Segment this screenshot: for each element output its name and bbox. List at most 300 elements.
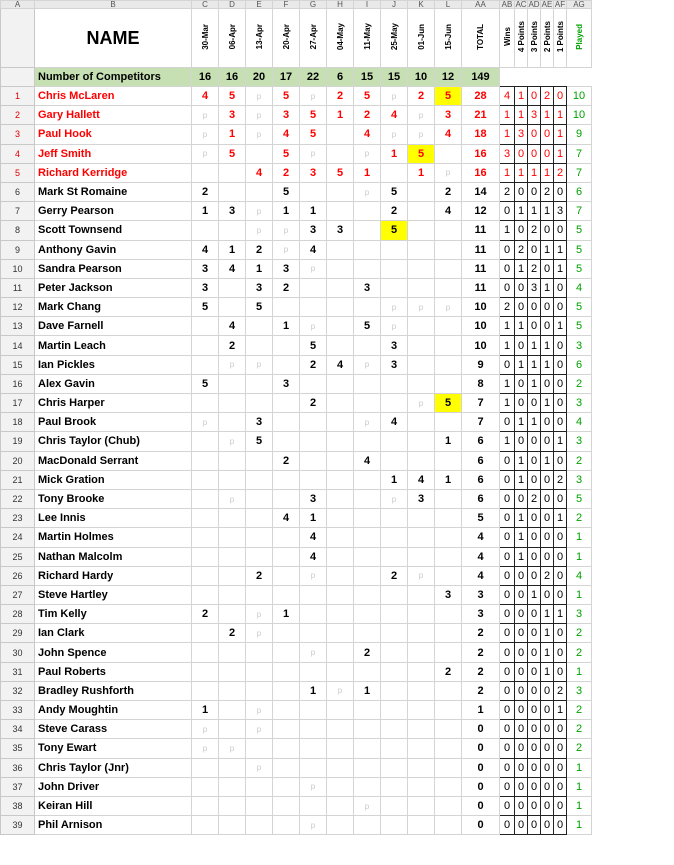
score-cell[interactable] bbox=[300, 662, 327, 681]
score-cell[interactable]: 1 bbox=[435, 432, 462, 451]
score-cell[interactable] bbox=[273, 585, 300, 604]
played-cell[interactable]: 3 bbox=[567, 470, 592, 489]
name-header[interactable]: NAME bbox=[35, 9, 192, 68]
score-cell[interactable]: 2 bbox=[435, 182, 462, 201]
played-cell[interactable]: 5 bbox=[567, 317, 592, 336]
score-cell[interactable] bbox=[300, 298, 327, 317]
stat-cell[interactable]: 0 bbox=[541, 221, 554, 240]
played-cell[interactable]: 1 bbox=[567, 585, 592, 604]
score-cell[interactable]: 2 bbox=[381, 202, 408, 221]
score-cell[interactable]: 3 bbox=[273, 106, 300, 125]
score-cell[interactable]: 3 bbox=[300, 163, 327, 182]
date-header[interactable] bbox=[192, 9, 219, 68]
score-cell[interactable]: p bbox=[300, 317, 327, 336]
score-cell[interactable] bbox=[381, 278, 408, 297]
total-cell[interactable]: 3 bbox=[462, 605, 500, 624]
competitor-total[interactable]: 149 bbox=[462, 68, 500, 87]
stat-cell[interactable]: 0 bbox=[528, 701, 541, 720]
stat-cell[interactable]: 0 bbox=[500, 509, 515, 528]
stat-cell[interactable]: 0 bbox=[554, 796, 567, 815]
score-cell[interactable] bbox=[354, 394, 381, 413]
score-cell[interactable] bbox=[246, 317, 273, 336]
score-cell[interactable]: 1 bbox=[219, 125, 246, 144]
score-cell[interactable]: 1 bbox=[273, 605, 300, 624]
score-cell[interactable] bbox=[300, 758, 327, 777]
score-cell[interactable] bbox=[381, 758, 408, 777]
score-cell[interactable]: 1 bbox=[354, 681, 381, 700]
score-cell[interactable]: 1 bbox=[327, 106, 354, 125]
stat-cell[interactable]: 0 bbox=[515, 777, 528, 796]
score-cell[interactable]: p bbox=[300, 259, 327, 278]
score-cell[interactable] bbox=[219, 816, 246, 835]
stat-cell[interactable]: 1 bbox=[515, 259, 528, 278]
player-name[interactable]: Lee Innis bbox=[35, 509, 192, 528]
score-cell[interactable]: p bbox=[354, 355, 381, 374]
score-cell[interactable] bbox=[192, 394, 219, 413]
score-cell[interactable]: p bbox=[192, 739, 219, 758]
score-cell[interactable] bbox=[219, 394, 246, 413]
score-cell[interactable] bbox=[273, 489, 300, 508]
score-cell[interactable]: 3 bbox=[219, 202, 246, 221]
score-cell[interactable] bbox=[408, 624, 435, 643]
score-cell[interactable] bbox=[408, 777, 435, 796]
stat-cell[interactable]: 0 bbox=[500, 816, 515, 835]
stat-cell[interactable]: 1 bbox=[554, 432, 567, 451]
column-letter[interactable]: A bbox=[1, 1, 35, 9]
score-cell[interactable] bbox=[354, 585, 381, 604]
score-cell[interactable] bbox=[273, 643, 300, 662]
score-cell[interactable]: p bbox=[354, 796, 381, 815]
stat-cell[interactable]: 2 bbox=[554, 681, 567, 700]
stat-cell[interactable]: 0 bbox=[500, 777, 515, 796]
score-cell[interactable] bbox=[408, 432, 435, 451]
score-cell[interactable] bbox=[273, 624, 300, 643]
score-cell[interactable]: p bbox=[354, 413, 381, 432]
stat-cell[interactable]: 0 bbox=[515, 336, 528, 355]
stat-cell[interactable]: 0 bbox=[554, 489, 567, 508]
score-cell[interactable]: 2 bbox=[300, 394, 327, 413]
player-name[interactable]: Mark St Romaine bbox=[35, 182, 192, 201]
score-cell[interactable] bbox=[246, 528, 273, 547]
score-cell[interactable] bbox=[327, 816, 354, 835]
score-cell[interactable] bbox=[354, 298, 381, 317]
stat-cell[interactable]: 1 bbox=[515, 317, 528, 336]
score-cell[interactable] bbox=[192, 777, 219, 796]
stat-cell[interactable]: 1 bbox=[500, 394, 515, 413]
stat-cell[interactable]: 0 bbox=[515, 739, 528, 758]
stat-cell[interactable]: 0 bbox=[528, 720, 541, 739]
score-cell[interactable] bbox=[219, 451, 246, 470]
stat-cell[interactable]: 1 bbox=[541, 624, 554, 643]
stat-cell[interactable]: 0 bbox=[500, 739, 515, 758]
score-cell[interactable] bbox=[381, 259, 408, 278]
score-cell[interactable]: 2 bbox=[381, 566, 408, 585]
total-cell[interactable]: 0 bbox=[462, 739, 500, 758]
total-cell[interactable]: 1 bbox=[462, 701, 500, 720]
score-cell[interactable] bbox=[381, 643, 408, 662]
score-cell[interactable] bbox=[435, 758, 462, 777]
total-cell[interactable]: 11 bbox=[462, 240, 500, 259]
stat-cell[interactable]: 0 bbox=[554, 355, 567, 374]
stat-cell[interactable]: 0 bbox=[515, 605, 528, 624]
score-cell[interactable]: 1 bbox=[300, 202, 327, 221]
player-name[interactable]: Scott Townsend bbox=[35, 221, 192, 240]
score-cell[interactable] bbox=[219, 701, 246, 720]
stat-cell[interactable]: 0 bbox=[528, 528, 541, 547]
stat-cell[interactable]: 0 bbox=[515, 758, 528, 777]
score-cell[interactable]: p bbox=[192, 720, 219, 739]
score-cell[interactable] bbox=[219, 758, 246, 777]
score-cell[interactable]: p bbox=[219, 355, 246, 374]
stat-cell[interactable]: 0 bbox=[528, 125, 541, 144]
stat-cell[interactable]: 0 bbox=[528, 681, 541, 700]
score-cell[interactable] bbox=[435, 221, 462, 240]
stat-cell[interactable]: 1 bbox=[528, 336, 541, 355]
score-cell[interactable] bbox=[219, 796, 246, 815]
player-name[interactable]: Alex Gavin bbox=[35, 374, 192, 393]
stat-cell[interactable]: 3 bbox=[515, 125, 528, 144]
score-cell[interactable] bbox=[192, 432, 219, 451]
score-cell[interactable] bbox=[327, 643, 354, 662]
stat-cell[interactable]: 0 bbox=[554, 777, 567, 796]
row-number[interactable]: 1 bbox=[1, 87, 35, 106]
score-cell[interactable] bbox=[192, 547, 219, 566]
score-cell[interactable]: 5 bbox=[435, 394, 462, 413]
player-name[interactable]: Mick Gration bbox=[35, 470, 192, 489]
stat-cell[interactable]: 0 bbox=[554, 182, 567, 201]
score-cell[interactable]: p bbox=[435, 298, 462, 317]
stat-cell[interactable]: 1 bbox=[541, 662, 554, 681]
score-cell[interactable] bbox=[381, 662, 408, 681]
row-number[interactable]: 7 bbox=[1, 202, 35, 221]
score-cell[interactable]: 2 bbox=[246, 240, 273, 259]
stat-cell[interactable]: 1 bbox=[515, 547, 528, 566]
score-cell[interactable] bbox=[327, 585, 354, 604]
score-cell[interactable] bbox=[327, 758, 354, 777]
score-cell[interactable]: 5 bbox=[192, 298, 219, 317]
stat-cell[interactable]: 2 bbox=[528, 221, 541, 240]
stat-cell[interactable]: 0 bbox=[515, 566, 528, 585]
score-cell[interactable] bbox=[408, 202, 435, 221]
score-cell[interactable]: p bbox=[408, 394, 435, 413]
score-cell[interactable]: 4 bbox=[219, 317, 246, 336]
stat-cell[interactable]: 1 bbox=[554, 106, 567, 125]
score-cell[interactable] bbox=[354, 739, 381, 758]
played-cell[interactable]: 3 bbox=[567, 605, 592, 624]
stat-cell[interactable]: 0 bbox=[541, 796, 554, 815]
player-name[interactable]: Peter Jackson bbox=[35, 278, 192, 297]
player-name[interactable]: Mark Chang bbox=[35, 298, 192, 317]
score-cell[interactable]: p bbox=[381, 317, 408, 336]
score-cell[interactable]: 4 bbox=[327, 355, 354, 374]
score-cell[interactable] bbox=[327, 489, 354, 508]
score-cell[interactable] bbox=[408, 681, 435, 700]
score-cell[interactable] bbox=[219, 470, 246, 489]
column-letter[interactable]: AE bbox=[541, 0, 553, 9]
player-name[interactable]: Chris Taylor (Chub) bbox=[35, 432, 192, 451]
stat-cell[interactable]: 0 bbox=[528, 605, 541, 624]
player-name[interactable]: Tony Brooke bbox=[35, 489, 192, 508]
score-cell[interactable]: 3 bbox=[327, 221, 354, 240]
score-cell[interactable] bbox=[246, 643, 273, 662]
score-cell[interactable] bbox=[354, 374, 381, 393]
stat-cell[interactable]: 0 bbox=[500, 643, 515, 662]
score-cell[interactable]: p bbox=[408, 298, 435, 317]
score-cell[interactable] bbox=[327, 566, 354, 585]
score-cell[interactable]: 1 bbox=[408, 163, 435, 182]
score-cell[interactable]: 5 bbox=[354, 87, 381, 106]
stat-cell[interactable]: 0 bbox=[554, 585, 567, 604]
column-letter[interactable]: AF bbox=[554, 0, 566, 9]
played-cell[interactable]: 5 bbox=[567, 489, 592, 508]
total-cell[interactable]: 11 bbox=[462, 259, 500, 278]
score-cell[interactable] bbox=[327, 777, 354, 796]
score-cell[interactable]: 4 bbox=[192, 87, 219, 106]
competitor-count[interactable]: 17 bbox=[273, 68, 300, 87]
competitor-count[interactable]: 16 bbox=[219, 68, 246, 87]
row-number[interactable]: 35 bbox=[1, 739, 35, 758]
stat-cell[interactable]: 0 bbox=[554, 221, 567, 240]
stat-header[interactable] bbox=[500, 9, 515, 68]
score-cell[interactable] bbox=[300, 451, 327, 470]
stat-cell[interactable]: 0 bbox=[528, 758, 541, 777]
date-header[interactable] bbox=[327, 9, 354, 68]
player-name[interactable]: John Spence bbox=[35, 643, 192, 662]
score-cell[interactable]: 4 bbox=[300, 240, 327, 259]
competitor-count[interactable]: 20 bbox=[246, 68, 273, 87]
score-cell[interactable] bbox=[300, 605, 327, 624]
player-name[interactable]: Richard Hardy bbox=[35, 566, 192, 585]
score-cell[interactable] bbox=[273, 547, 300, 566]
stat-cell[interactable]: 0 bbox=[500, 413, 515, 432]
stat-cell[interactable]: 0 bbox=[541, 374, 554, 393]
stat-cell[interactable]: 0 bbox=[528, 509, 541, 528]
competitor-count[interactable]: 15 bbox=[381, 68, 408, 87]
player-name[interactable]: Andy Moughtin bbox=[35, 701, 192, 720]
score-cell[interactable]: 1 bbox=[435, 470, 462, 489]
competitor-count[interactable]: 15 bbox=[354, 68, 381, 87]
score-cell[interactable]: 3 bbox=[435, 106, 462, 125]
score-cell[interactable]: 4 bbox=[408, 470, 435, 489]
row-number[interactable]: 28 bbox=[1, 605, 35, 624]
played-cell[interactable]: 3 bbox=[567, 336, 592, 355]
score-cell[interactable]: 2 bbox=[435, 662, 462, 681]
stat-cell[interactable]: 0 bbox=[500, 720, 515, 739]
score-cell[interactable]: 1 bbox=[381, 144, 408, 163]
row-number[interactable]: 33 bbox=[1, 701, 35, 720]
stat-cell[interactable]: 0 bbox=[554, 394, 567, 413]
stat-cell[interactable]: 0 bbox=[554, 662, 567, 681]
player-name[interactable]: Steve Hartley bbox=[35, 585, 192, 604]
stat-cell[interactable]: 0 bbox=[541, 298, 554, 317]
stat-cell[interactable]: 1 bbox=[528, 374, 541, 393]
stat-cell[interactable]: 0 bbox=[554, 87, 567, 106]
row-number[interactable]: 26 bbox=[1, 566, 35, 585]
score-cell[interactable]: p bbox=[381, 87, 408, 106]
column-letter[interactable]: G bbox=[300, 1, 327, 9]
score-cell[interactable]: p bbox=[327, 681, 354, 700]
score-cell[interactable] bbox=[327, 528, 354, 547]
stat-cell[interactable]: 1 bbox=[554, 605, 567, 624]
score-cell[interactable] bbox=[381, 624, 408, 643]
total-cell[interactable]: 12 bbox=[462, 202, 500, 221]
score-cell[interactable] bbox=[435, 701, 462, 720]
played-cell[interactable]: 2 bbox=[567, 720, 592, 739]
stat-cell[interactable]: 2 bbox=[528, 489, 541, 508]
stat-cell[interactable]: 2 bbox=[541, 182, 554, 201]
stat-cell[interactable]: 0 bbox=[500, 528, 515, 547]
stat-cell[interactable]: 1 bbox=[515, 106, 528, 125]
score-cell[interactable] bbox=[408, 336, 435, 355]
score-cell[interactable] bbox=[408, 816, 435, 835]
stat-cell[interactable]: 0 bbox=[554, 816, 567, 835]
score-cell[interactable] bbox=[327, 317, 354, 336]
stat-cell[interactable]: 0 bbox=[528, 547, 541, 566]
played-cell[interactable]: 10 bbox=[567, 106, 592, 125]
stat-cell[interactable]: 0 bbox=[500, 585, 515, 604]
stat-cell[interactable]: 1 bbox=[515, 87, 528, 106]
stat-cell[interactable]: 1 bbox=[541, 643, 554, 662]
score-cell[interactable] bbox=[381, 432, 408, 451]
score-cell[interactable] bbox=[381, 394, 408, 413]
stat-cell[interactable]: 1 bbox=[554, 125, 567, 144]
stat-cell[interactable]: 0 bbox=[500, 451, 515, 470]
stat-cell[interactable]: 0 bbox=[500, 605, 515, 624]
score-cell[interactable]: 5 bbox=[246, 432, 273, 451]
score-cell[interactable] bbox=[408, 585, 435, 604]
total-cell[interactable]: 10 bbox=[462, 317, 500, 336]
score-cell[interactable] bbox=[300, 413, 327, 432]
score-cell[interactable]: 4 bbox=[381, 413, 408, 432]
score-cell[interactable] bbox=[192, 643, 219, 662]
score-cell[interactable]: 5 bbox=[381, 182, 408, 201]
score-cell[interactable] bbox=[435, 374, 462, 393]
score-cell[interactable] bbox=[192, 336, 219, 355]
score-cell[interactable] bbox=[381, 509, 408, 528]
played-cell[interactable]: 6 bbox=[567, 182, 592, 201]
stat-cell[interactable]: 1 bbox=[500, 336, 515, 355]
score-cell[interactable] bbox=[435, 643, 462, 662]
stat-cell[interactable]: 0 bbox=[541, 585, 554, 604]
player-name[interactable]: Ian Pickles bbox=[35, 355, 192, 374]
stat-cell[interactable]: 0 bbox=[515, 585, 528, 604]
score-cell[interactable]: 2 bbox=[354, 643, 381, 662]
total-header[interactable] bbox=[462, 9, 500, 68]
total-cell[interactable]: 11 bbox=[462, 278, 500, 297]
score-cell[interactable]: p bbox=[246, 720, 273, 739]
score-cell[interactable] bbox=[408, 259, 435, 278]
score-cell[interactable] bbox=[435, 739, 462, 758]
score-cell[interactable] bbox=[192, 355, 219, 374]
score-cell[interactable] bbox=[246, 336, 273, 355]
score-cell[interactable] bbox=[435, 605, 462, 624]
total-cell[interactable]: 16 bbox=[462, 144, 500, 163]
score-cell[interactable]: 4 bbox=[246, 163, 273, 182]
score-cell[interactable] bbox=[219, 221, 246, 240]
score-cell[interactable]: 2 bbox=[219, 624, 246, 643]
stat-cell[interactable]: 2 bbox=[554, 470, 567, 489]
total-cell[interactable]: 4 bbox=[462, 566, 500, 585]
stat-cell[interactable]: 0 bbox=[500, 758, 515, 777]
played-cell[interactable]: 6 bbox=[567, 355, 592, 374]
score-cell[interactable] bbox=[219, 681, 246, 700]
played-cell[interactable]: 5 bbox=[567, 240, 592, 259]
stat-cell[interactable]: 0 bbox=[528, 144, 541, 163]
stat-cell[interactable]: 0 bbox=[515, 701, 528, 720]
score-cell[interactable] bbox=[435, 413, 462, 432]
stat-cell[interactable]: 1 bbox=[541, 106, 554, 125]
score-cell[interactable] bbox=[219, 566, 246, 585]
played-cell[interactable]: 7 bbox=[567, 202, 592, 221]
player-name[interactable]: Martin Holmes bbox=[35, 528, 192, 547]
score-cell[interactable] bbox=[381, 528, 408, 547]
score-cell[interactable] bbox=[435, 336, 462, 355]
score-cell[interactable] bbox=[435, 681, 462, 700]
score-cell[interactable] bbox=[435, 489, 462, 508]
stat-cell[interactable]: 0 bbox=[528, 566, 541, 585]
row-number[interactable]: 12 bbox=[1, 298, 35, 317]
score-cell[interactable] bbox=[219, 662, 246, 681]
stat-cell[interactable]: 0 bbox=[500, 701, 515, 720]
stat-cell[interactable]: 1 bbox=[554, 701, 567, 720]
score-cell[interactable] bbox=[435, 278, 462, 297]
score-cell[interactable]: 1 bbox=[192, 701, 219, 720]
score-cell[interactable]: 3 bbox=[300, 489, 327, 508]
score-cell[interactable]: p bbox=[192, 144, 219, 163]
date-header[interactable] bbox=[273, 9, 300, 68]
score-cell[interactable]: p bbox=[300, 144, 327, 163]
score-cell[interactable] bbox=[381, 701, 408, 720]
stat-cell[interactable]: 0 bbox=[515, 662, 528, 681]
stat-cell[interactable]: 1 bbox=[528, 163, 541, 182]
date-header[interactable] bbox=[435, 9, 462, 68]
score-cell[interactable]: 5 bbox=[273, 144, 300, 163]
row-number[interactable]: 6 bbox=[1, 182, 35, 201]
played-cell[interactable]: 10 bbox=[567, 87, 592, 106]
stat-cell[interactable]: 0 bbox=[541, 470, 554, 489]
stat-cell[interactable]: 0 bbox=[541, 758, 554, 777]
score-cell[interactable] bbox=[273, 816, 300, 835]
row-number[interactable]: 8 bbox=[1, 221, 35, 240]
stat-cell[interactable]: 0 bbox=[515, 816, 528, 835]
score-cell[interactable] bbox=[327, 739, 354, 758]
row-number[interactable]: 32 bbox=[1, 681, 35, 700]
stat-cell[interactable]: 0 bbox=[541, 509, 554, 528]
score-cell[interactable]: p bbox=[408, 106, 435, 125]
score-cell[interactable] bbox=[273, 662, 300, 681]
stat-cell[interactable]: 1 bbox=[500, 125, 515, 144]
score-cell[interactable] bbox=[192, 509, 219, 528]
row-number[interactable]: 9 bbox=[1, 240, 35, 259]
row-number[interactable]: 3 bbox=[1, 125, 35, 144]
total-cell[interactable]: 6 bbox=[462, 489, 500, 508]
stat-cell[interactable]: 2 bbox=[500, 298, 515, 317]
played-cell[interactable]: 1 bbox=[567, 796, 592, 815]
score-cell[interactable] bbox=[327, 470, 354, 489]
stat-cell[interactable]: 1 bbox=[515, 528, 528, 547]
stat-cell[interactable]: 2 bbox=[515, 240, 528, 259]
played-cell[interactable]: 2 bbox=[567, 509, 592, 528]
stat-cell[interactable]: 0 bbox=[515, 489, 528, 508]
score-cell[interactable]: p bbox=[246, 624, 273, 643]
score-cell[interactable]: 3 bbox=[354, 278, 381, 297]
score-cell[interactable]: 2 bbox=[273, 278, 300, 297]
score-cell[interactable]: 4 bbox=[354, 125, 381, 144]
score-cell[interactable] bbox=[300, 182, 327, 201]
score-cell[interactable] bbox=[273, 566, 300, 585]
score-cell[interactable]: 4 bbox=[273, 125, 300, 144]
column-letter[interactable]: AG bbox=[567, 1, 592, 9]
